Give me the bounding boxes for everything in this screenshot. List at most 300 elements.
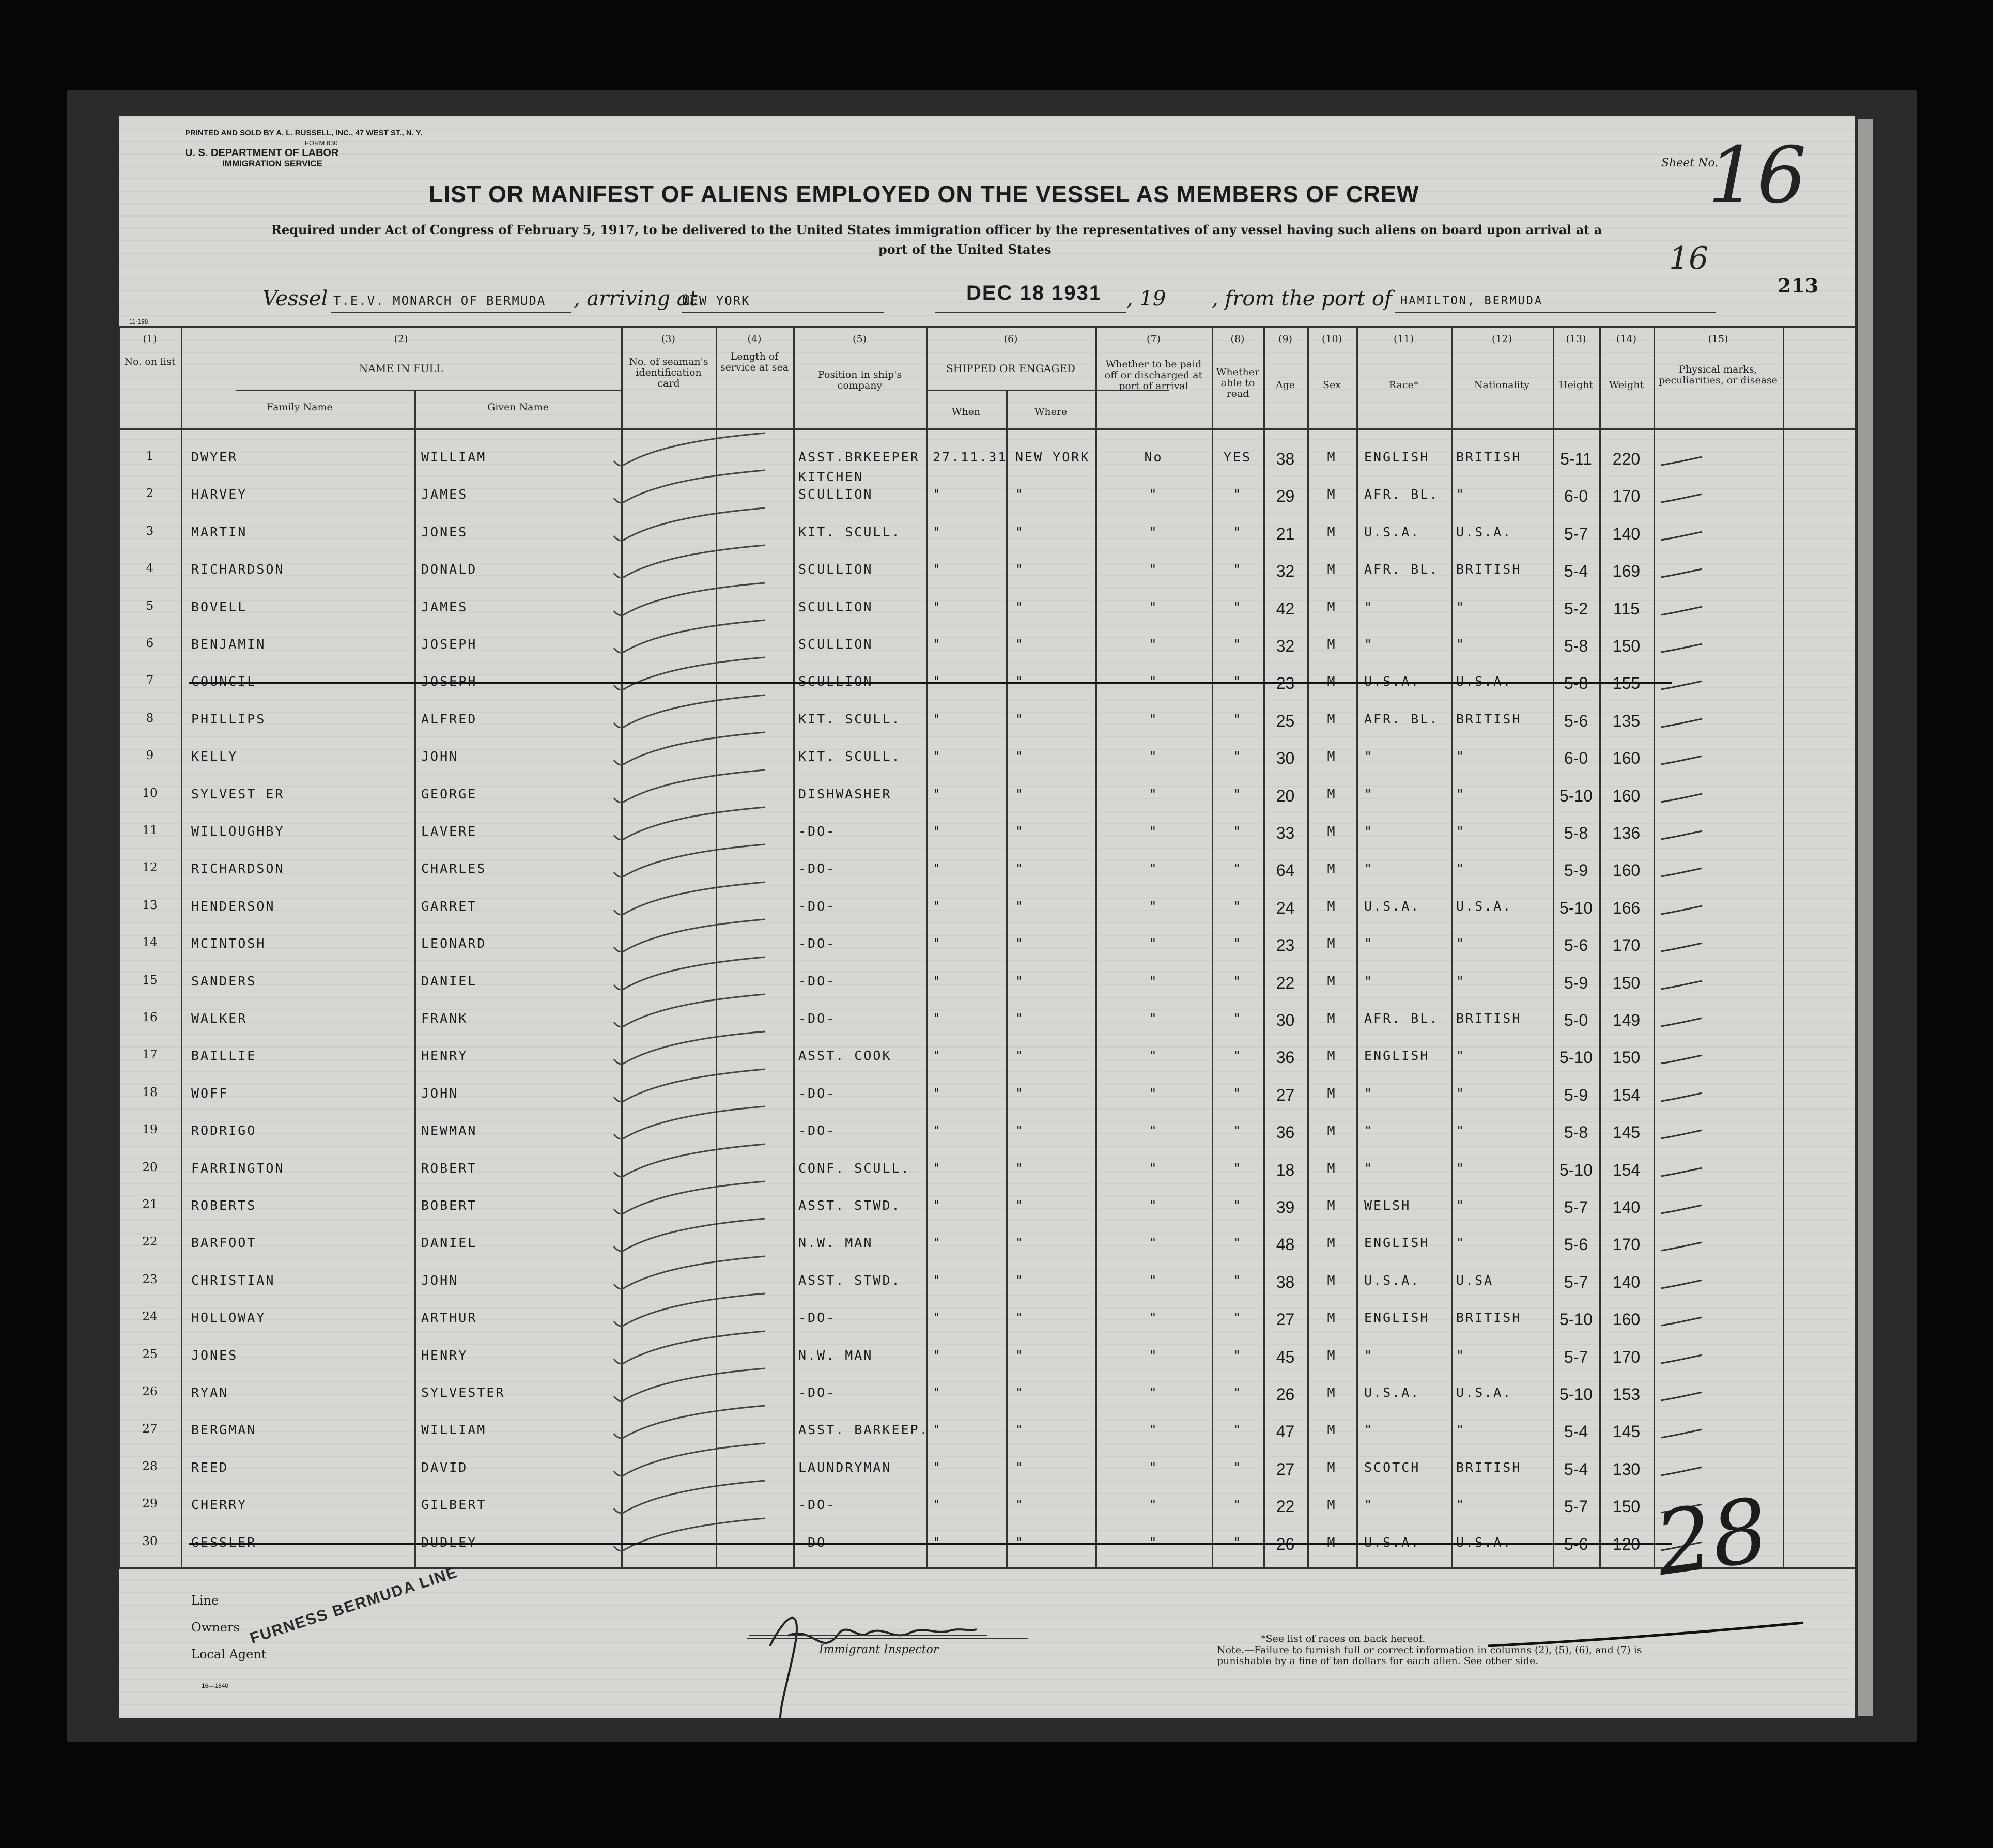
cell-no: 8 [146, 712, 154, 725]
cell-where: " [1015, 1048, 1025, 1063]
cell-age: 36 [1276, 1048, 1295, 1067]
cell-read: " [1232, 1048, 1243, 1063]
cell-weight: 130 [1612, 1460, 1641, 1479]
cell-family: RODRIGO [191, 1123, 257, 1138]
cell-given: GILBERT [421, 1497, 487, 1512]
cell-height: 5-10 [1559, 1161, 1593, 1179]
cell-given: HENRY [421, 1048, 468, 1063]
cell-age: 26 [1276, 1535, 1295, 1553]
cell-when: " [933, 1385, 943, 1400]
subtitle-line-1: Required under Act of Congress of February 5, 1917, to be delivered to the United States immigration officer by the representatives of any vessel having such aliens on board upon arrival at a [271, 222, 1602, 237]
cell-paid: " [1149, 1348, 1158, 1363]
col-num: (3) [661, 333, 675, 345]
marks-dash [1659, 865, 1705, 881]
cell-when: " [933, 749, 943, 764]
arriving-label: , arriving at [574, 287, 698, 311]
cell-height: 5-2 [1564, 599, 1588, 618]
cell-age: 27 [1276, 1086, 1295, 1104]
marks-dash [1659, 1389, 1705, 1405]
cell-when: " [933, 487, 943, 502]
cell-read: " [1232, 1422, 1243, 1437]
cell-given: LAVERE [421, 824, 477, 839]
penalty-note: Note.—Failure to furnish full or correct information in columns (2), (5), (6), and (7) is punishable by a fine of ten dollars for each alien. See other side. [1217, 1644, 1642, 1667]
marks-dash [1659, 753, 1705, 768]
cell-race: ENGLISH [1364, 450, 1430, 465]
cell-race: SCOTCH [1364, 1460, 1420, 1475]
cell-age: 30 [1276, 749, 1295, 767]
cell-weight: 170 [1612, 936, 1641, 954]
cell-position-top: KITCHEN [798, 469, 864, 484]
cell-nationality: " [1456, 487, 1466, 502]
cell-no: 29 [142, 1497, 158, 1511]
cell-paid: " [1149, 599, 1158, 614]
col-num: (14) [1616, 333, 1636, 345]
cell-nationality: BRITISH [1456, 450, 1522, 465]
cell-paid: " [1149, 562, 1158, 577]
cell-read: " [1232, 1497, 1243, 1512]
cell-no: 19 [142, 1123, 158, 1136]
cell-sex: M [1327, 1497, 1337, 1512]
cell-sex: M [1327, 1086, 1337, 1101]
crew-row [119, 1310, 1855, 1341]
cell-when: " [933, 1161, 943, 1176]
cell-where: " [1015, 562, 1025, 577]
cell-sex: M [1327, 599, 1337, 614]
header-race: Race* [1388, 379, 1419, 391]
header-given-name: Given Name [487, 402, 549, 413]
marks-dash [1659, 454, 1705, 469]
cell-paid: " [1149, 1422, 1158, 1437]
cell-sex: M [1327, 1310, 1337, 1325]
cell-when: " [933, 861, 943, 876]
cell-read: " [1232, 1385, 1243, 1400]
crew-row [119, 974, 1855, 1005]
cell-weight: 150 [1612, 1048, 1641, 1067]
cell-given: WILLIAM [421, 1422, 487, 1437]
table-bottom-rule [119, 1567, 1855, 1569]
cell-read: " [1232, 1086, 1243, 1101]
cell-family: RYAN [191, 1385, 229, 1400]
cell-sex: M [1327, 1235, 1337, 1250]
cell-when: " [933, 787, 943, 802]
cell-age: 18 [1276, 1161, 1295, 1179]
cell-paid: " [1149, 936, 1158, 951]
cell-nationality: " [1456, 1348, 1466, 1363]
crew-row [119, 1422, 1855, 1453]
marks-dash [1659, 791, 1705, 806]
cell-age: 27 [1276, 1460, 1295, 1479]
cell-nationality: " [1456, 1198, 1466, 1213]
cell-paid: " [1149, 487, 1158, 502]
marks-dash [1659, 566, 1705, 581]
cell-given: DONALD [421, 562, 477, 577]
col-num: (15) [1708, 333, 1728, 345]
cell-weight: 170 [1612, 1348, 1641, 1366]
cell-race: U.S.A. [1364, 1273, 1420, 1288]
cell-paid: " [1149, 861, 1158, 876]
cell-given: ROBERT [421, 1161, 477, 1176]
cell-no: 13 [142, 899, 158, 912]
cell-paid: " [1149, 824, 1158, 839]
cell-sex: M [1327, 1460, 1337, 1475]
cell-paid: " [1149, 787, 1158, 802]
cell-where: " [1015, 1123, 1025, 1138]
cell-age: 20 [1276, 787, 1295, 805]
cell-nationality: " [1456, 974, 1466, 989]
cell-age: 32 [1276, 637, 1295, 655]
cell-given: JOHN [421, 1086, 459, 1101]
cell-age: 23 [1276, 936, 1295, 954]
footer-line-label: Line [191, 1593, 219, 1608]
cell-where: " [1015, 1086, 1025, 1101]
marks-dash [1659, 1277, 1705, 1292]
cell-height: 5-7 [1564, 1497, 1588, 1516]
cell-no: 16 [142, 1011, 158, 1024]
cell-when: " [933, 1535, 943, 1550]
cell-age: 26 [1276, 1385, 1295, 1404]
cell-sex: M [1327, 899, 1337, 914]
cell-sex: M [1327, 1198, 1337, 1213]
inspector-signature-line [747, 1638, 1028, 1639]
cell-family: PHILLIPS [191, 712, 266, 727]
cell-when: " [933, 599, 943, 614]
crew-row [119, 1123, 1855, 1154]
cell-sex: M [1327, 562, 1337, 577]
cell-position: N.W. MAN [798, 1235, 873, 1250]
cell-no: 23 [142, 1273, 158, 1286]
marks-dash [1659, 1090, 1705, 1105]
cell-race: " [1364, 861, 1374, 876]
cell-no: 27 [142, 1422, 158, 1436]
page-number: 213 [1778, 274, 1819, 297]
cell-read: " [1232, 1198, 1243, 1213]
cell-family: BENJAMIN [191, 637, 266, 652]
from-port: HAMILTON, BERMUDA [1400, 295, 1543, 307]
col-num: (4) [747, 333, 762, 345]
cell-where: " [1015, 637, 1025, 652]
cell-age: 32 [1276, 562, 1295, 580]
cell-read: " [1232, 1161, 1243, 1176]
cell-race: U.S.A. [1364, 1535, 1420, 1550]
cell-when: " [933, 936, 943, 951]
cell-given: JAMES [421, 487, 468, 502]
cell-family: WILLOUGHBY [191, 824, 285, 839]
cell-age: 22 [1276, 974, 1295, 992]
cell-read: " [1232, 899, 1243, 914]
marks-dash [1659, 678, 1705, 694]
cell-family: CHERRY [191, 1497, 248, 1512]
col-num: (1) [143, 333, 157, 345]
cell-position: CONF. SCULL. [798, 1161, 910, 1176]
cell-height: 5-6 [1564, 1235, 1588, 1254]
marks-dash [1659, 1314, 1705, 1330]
crew-row [119, 1385, 1855, 1416]
cell-paid: " [1149, 1460, 1158, 1475]
cell-weight: 140 [1612, 525, 1641, 543]
crew-row [119, 787, 1855, 818]
cell-read: " [1232, 562, 1243, 577]
cell-weight: 220 [1612, 450, 1641, 468]
cell-position: DISHWASHER [798, 787, 892, 802]
cell-where: " [1015, 1198, 1025, 1213]
cell-weight: 140 [1612, 1273, 1641, 1291]
cell-given: ALFRED [421, 712, 477, 727]
cell-race: AFR. BL. [1364, 712, 1439, 727]
cell-weight: 160 [1612, 749, 1641, 767]
cell-when: " [933, 1497, 943, 1512]
cell-when: " [933, 1011, 943, 1026]
cell-race: " [1364, 1086, 1374, 1101]
cell-no: 10 [142, 787, 158, 800]
header-age: Age [1275, 379, 1295, 391]
cell-sex: M [1327, 712, 1337, 727]
col-num: (7) [1147, 333, 1161, 345]
cell-race: AFR. BL. [1364, 1011, 1439, 1026]
cell-given: SYLVESTER [421, 1385, 505, 1400]
cell-position: SCULLION [798, 599, 873, 614]
cell-given: ARTHUR [421, 1310, 477, 1325]
cell-family: WOFF [191, 1086, 229, 1101]
cell-family: BAILLIE [191, 1048, 257, 1063]
header-able-to-read: Whether able to read [1216, 366, 1260, 399]
cell-age: 45 [1276, 1348, 1295, 1366]
cell-where: " [1015, 861, 1025, 876]
cell-nationality: " [1456, 936, 1466, 951]
cell-family: KELLY [191, 749, 238, 764]
header-position: Position in ship's company [817, 369, 902, 391]
cell-where: " [1015, 824, 1025, 839]
cell-when: " [933, 525, 943, 540]
cell-race: " [1364, 974, 1374, 989]
cell-sex: M [1327, 1348, 1337, 1363]
cell-given: BOBERT [421, 1198, 477, 1213]
cell-no: 6 [146, 637, 154, 650]
cell-position: ASST. STWD. [798, 1273, 901, 1288]
cell-when: " [933, 674, 943, 689]
cell-no: 11 [142, 824, 158, 837]
marks-dash [1659, 1239, 1705, 1255]
marks-dash [1659, 1464, 1705, 1480]
cell-when: " [933, 1310, 943, 1325]
cell-no: 17 [142, 1048, 158, 1061]
cell-family: BARFOOT [191, 1235, 257, 1250]
cell-height: 5-7 [1564, 1198, 1588, 1216]
cell-sex: M [1327, 1535, 1337, 1550]
footer-owners-label: Owners [191, 1620, 240, 1635]
cell-read: " [1232, 674, 1243, 689]
cell-read: YES [1223, 450, 1252, 465]
cell-sex: M [1327, 487, 1337, 502]
marks-dash [1659, 529, 1705, 544]
cell-when: " [933, 1086, 943, 1101]
cell-age: 48 [1276, 1235, 1295, 1254]
cell-weight: 153 [1612, 1385, 1641, 1404]
cell-paid: " [1149, 749, 1158, 764]
cell-family: JONES [191, 1348, 238, 1363]
cell-family: BERGMAN [191, 1422, 257, 1437]
cell-given: HENRY [421, 1348, 468, 1363]
cell-read: " [1232, 1123, 1243, 1138]
cell-sex: M [1327, 450, 1337, 465]
cell-race: U.S.A. [1364, 899, 1420, 914]
cell-nationality: BRITISH [1456, 562, 1522, 577]
cell-given: CHARLES [421, 861, 487, 876]
crew-row [119, 1497, 1855, 1528]
cell-where: " [1015, 1011, 1025, 1026]
cell-race: " [1364, 1123, 1374, 1138]
marks-dash [1659, 604, 1705, 619]
footer-form-code: 16—1840 [202, 1682, 229, 1689]
cell-nationality: " [1456, 1048, 1466, 1063]
cell-position: SCULLION [798, 674, 873, 689]
crew-row [119, 899, 1855, 930]
cell-no: 28 [142, 1460, 158, 1473]
cell-no: 3 [146, 525, 154, 538]
cell-race: " [1364, 1497, 1374, 1512]
cell-read: " [1232, 1273, 1243, 1288]
col-num: (8) [1230, 333, 1245, 345]
cell-height: 5-7 [1564, 525, 1588, 543]
marks-dash [1659, 716, 1705, 731]
cell-read: " [1232, 1348, 1243, 1363]
cell-sex: M [1327, 936, 1337, 951]
inspector-label: Immigrant Inspector [819, 1643, 939, 1656]
cell-nationality: " [1456, 1086, 1466, 1101]
crew-row [119, 824, 1855, 855]
marks-dash [1659, 978, 1705, 993]
cell-height: 5-4 [1564, 1422, 1588, 1441]
cell-race: " [1364, 599, 1374, 614]
cell-position: N.W. MAN [798, 1348, 873, 1363]
cell-paid: No [1144, 450, 1163, 465]
cell-weight: 135 [1612, 712, 1641, 730]
cell-no: 4 [146, 562, 154, 575]
cell-when: " [933, 1348, 943, 1363]
cell-height: 5-9 [1564, 974, 1588, 992]
cell-family: CHRISTIAN [191, 1273, 275, 1288]
cell-paid: " [1149, 1161, 1158, 1176]
cell-race: " [1364, 637, 1374, 652]
cell-given: NEWMAN [421, 1123, 477, 1138]
crew-row [119, 1161, 1855, 1192]
crew-row [119, 562, 1855, 593]
cell-sex: M [1327, 1123, 1337, 1138]
cell-height: 5-6 [1564, 936, 1588, 954]
cell-race: ENGLISH [1364, 1048, 1430, 1063]
cell-age: 27 [1276, 1310, 1295, 1329]
cell-read: " [1232, 824, 1243, 839]
cell-when: " [933, 562, 943, 577]
cell-when: " [933, 1123, 943, 1138]
crew-row [119, 637, 1855, 668]
cell-race: " [1364, 1161, 1374, 1176]
cell-nationality: " [1456, 1235, 1466, 1250]
crew-row [119, 749, 1855, 780]
cell-position: SCULLION [798, 637, 873, 652]
name-subheader-rule [236, 390, 621, 391]
race-note: *See list of races on back hereof. [1261, 1633, 1426, 1644]
cell-height: 5-8 [1564, 824, 1588, 842]
cell-nationality: " [1456, 861, 1466, 876]
table-top-rule [119, 326, 1855, 328]
cell-age: 21 [1276, 525, 1295, 543]
cell-weight: 170 [1612, 487, 1641, 505]
cell-weight: 154 [1612, 1086, 1641, 1104]
marks-dash [1659, 1052, 1705, 1068]
cell-position: SCULLION [798, 487, 873, 502]
cell-age: 22 [1276, 1497, 1295, 1516]
cell-read: " [1232, 936, 1243, 951]
marks-dash [1659, 1165, 1705, 1180]
cell-weight: 150 [1612, 974, 1641, 992]
cell-position: -DO- [798, 1123, 836, 1138]
cell-family: RICHARDSON [191, 861, 285, 876]
cell-no: 7 [146, 674, 154, 687]
cell-nationality: " [1456, 1422, 1466, 1437]
cell-where: " [1015, 1460, 1025, 1475]
cell-where: " [1015, 899, 1025, 914]
crew-row [119, 1460, 1855, 1491]
cell-sex: M [1327, 1011, 1337, 1026]
cell-no: 21 [142, 1198, 158, 1211]
cell-position: -DO- [798, 1310, 836, 1325]
cell-no: 5 [146, 599, 154, 613]
cell-no: 26 [142, 1385, 158, 1398]
cell-nationality: U.S.A. [1456, 899, 1512, 914]
footer-local-agent-label: Local Agent [191, 1647, 267, 1661]
cell-weight: 160 [1612, 861, 1641, 880]
cell-race: ENGLISH [1364, 1310, 1430, 1325]
cell-nationality: " [1456, 824, 1466, 839]
header-no-on-list: No. on list [124, 356, 176, 367]
manifest-title: LIST OR MANIFEST OF ALIENS EMPLOYED ON THE VESSEL AS MEMBERS OF CREW [429, 181, 1419, 207]
header-paid-off: Whether to be paid off or discharged at port of arrival [1104, 359, 1203, 392]
cell-height: 6-0 [1564, 487, 1588, 505]
cell-when: " [933, 1235, 943, 1250]
form-code: 11-198 [129, 318, 148, 325]
cell-position: -DO- [798, 936, 836, 951]
cell-where: " [1015, 712, 1025, 727]
department-name: U. S. DEPARTMENT OF LABOR [185, 147, 339, 159]
cell-weight: 149 [1612, 1011, 1641, 1029]
header-name-in-full: NAME IN FULL [359, 362, 443, 375]
cell-paid: " [1149, 1198, 1158, 1213]
cell-where: " [1015, 1161, 1025, 1176]
cell-nationality: " [1456, 599, 1466, 614]
cell-paid: " [1149, 674, 1158, 689]
cell-where: " [1015, 525, 1025, 540]
cell-no: 18 [142, 1086, 158, 1099]
cell-family: HOLLOWAY [191, 1310, 266, 1325]
col-num: (10) [1321, 333, 1342, 345]
cell-height: 5-8 [1564, 674, 1588, 692]
cell-nationality: BRITISH [1456, 1011, 1522, 1026]
cell-paid: " [1149, 712, 1158, 727]
cell-position: -DO- [798, 899, 836, 914]
col-num: (9) [1278, 333, 1292, 345]
cell-family: DWYER [191, 450, 238, 465]
vessel-name: T.E.V. MONARCH OF BERMUDA [333, 294, 546, 308]
cell-family: REED [191, 1460, 229, 1475]
cell-nationality: U.S.A. [1456, 674, 1512, 689]
header-height: Height [1559, 379, 1593, 391]
header-when: When [951, 406, 981, 418]
cell-nationality: BRITISH [1456, 712, 1522, 727]
header-physical-marks: Physical marks, peculiarities, or disease [1659, 364, 1778, 386]
cell-read: " [1232, 599, 1243, 614]
cell-race: " [1364, 936, 1374, 951]
cell-family: WALKER [191, 1011, 248, 1026]
